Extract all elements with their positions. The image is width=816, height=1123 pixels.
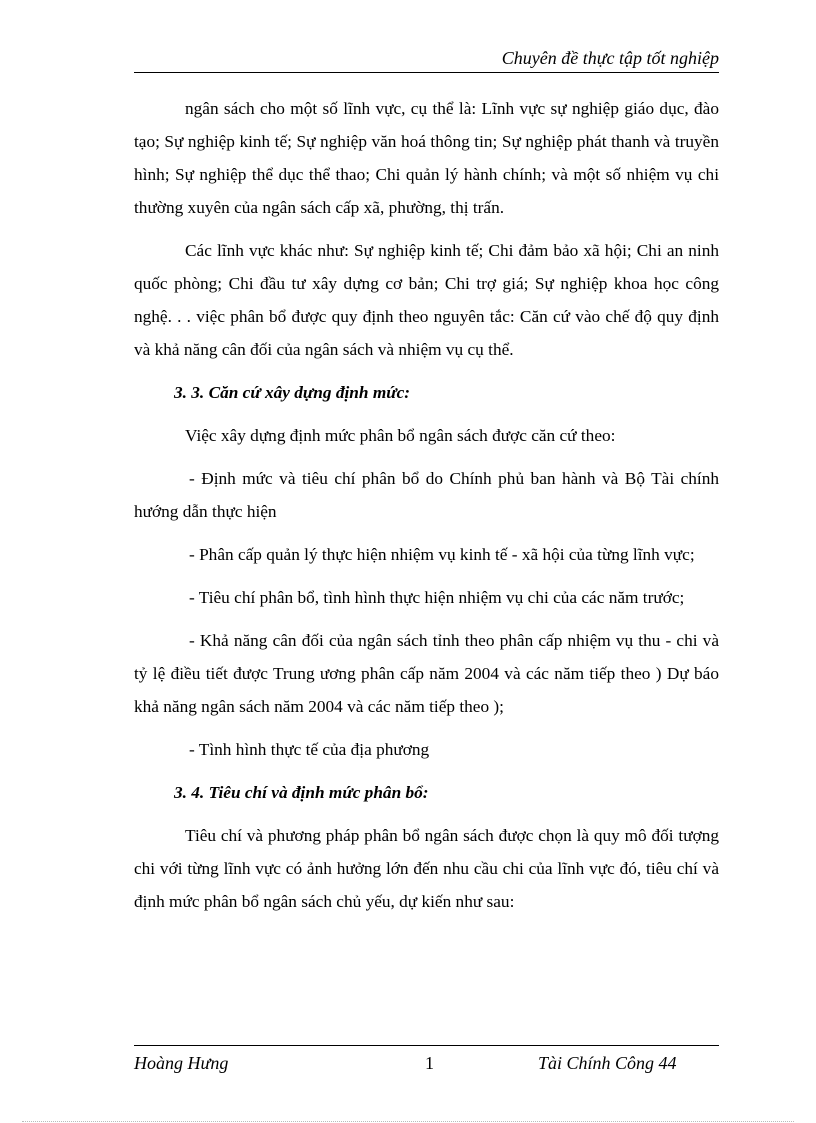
footer-page-number: 1	[425, 1053, 434, 1073]
page-header-title: Chuyên đề thực tập tốt nghiệp	[501, 48, 719, 68]
section-heading-3-3: 3. 3. Căn cứ xây dựng định mức:	[174, 383, 411, 402]
page-bottom-edge	[22, 1121, 794, 1122]
bullet-item: - Định mức và tiêu chí phân bổ do Chính phủ ban hành và Bộ Tài chính hướng dẫn thực hiện	[134, 469, 719, 521]
footer-author: Hoàng Hưng	[134, 1053, 229, 1073]
header-divider	[134, 72, 719, 73]
section-heading-3-4: 3. 4. Tiêu chí và định mức phân bổ:	[174, 783, 429, 802]
paragraph-sector-list: ngân sách cho một số lĩnh vực, cụ thể là: Lĩnh vực sự nghiệp giáo dục, đào tạo; Sự nghiệp kinh tế; Sự nghiệp văn hoá thông tin; Sự nghiệp phát thanh và truyền hình; Sự nghiệp thể dục thể thao; Chi quản lý hành chính; và một số nhiệm vụ chi thường xuyên của ngân sách cấp xã, phường, thị trấn.	[134, 99, 719, 217]
bullet-item: - Tình hình thực tế của địa phương	[189, 740, 430, 759]
footer-divider	[134, 1045, 719, 1046]
bullet-item: - Khả năng cân đối của ngân sách tỉnh theo phân cấp nhiệm vụ thu - chi và tỷ lệ điều tiết được Trung ương phân cấp năm 2004 và các năm tiếp theo ) Dự báo khả năng ngân sách năm 2004 và các năm tiếp theo );	[134, 631, 719, 716]
bullet-item: - Tiêu chí phân bổ, tình hình thực hiện nhiệm vụ chi của các năm trước;	[189, 588, 685, 607]
bullet-item: - Phân cấp quản lý thực hiện nhiệm vụ kinh tế - xã hội của từng lĩnh vực;	[189, 545, 695, 564]
paragraph-basis-intro: Việc xây dựng định mức phân bổ ngân sách được căn cứ theo:	[185, 426, 616, 445]
footer-course: Tài Chính Công 44	[538, 1053, 677, 1073]
paragraph-criteria: Tiêu chí và phương pháp phân bổ ngân sách được chọn là quy mô đối tượng chi với từng lĩnh vực có ảnh hưởng lớn đến nhu cầu chi của lĩnh vực đó, tiêu chí và định mức phân bổ ngân sách chủ yếu, dự kiến như sau:	[134, 826, 719, 911]
document-body	[134, 92, 719, 928]
paragraph-other-sectors: Các lĩnh vực khác như: Sự nghiệp kinh tế; Chi đảm bảo xã hội; Chi an ninh quốc phòng; Chi đầu tư xây dựng cơ bản; Chi trợ giá; Sự nghiệp khoa học công nghệ. . . việc phân bổ được quy định theo nguyên tắc: Căn cứ vào chế độ quy định và khả năng cân đối của ngân sách và nhiệm vụ cụ thể.	[134, 241, 719, 359]
